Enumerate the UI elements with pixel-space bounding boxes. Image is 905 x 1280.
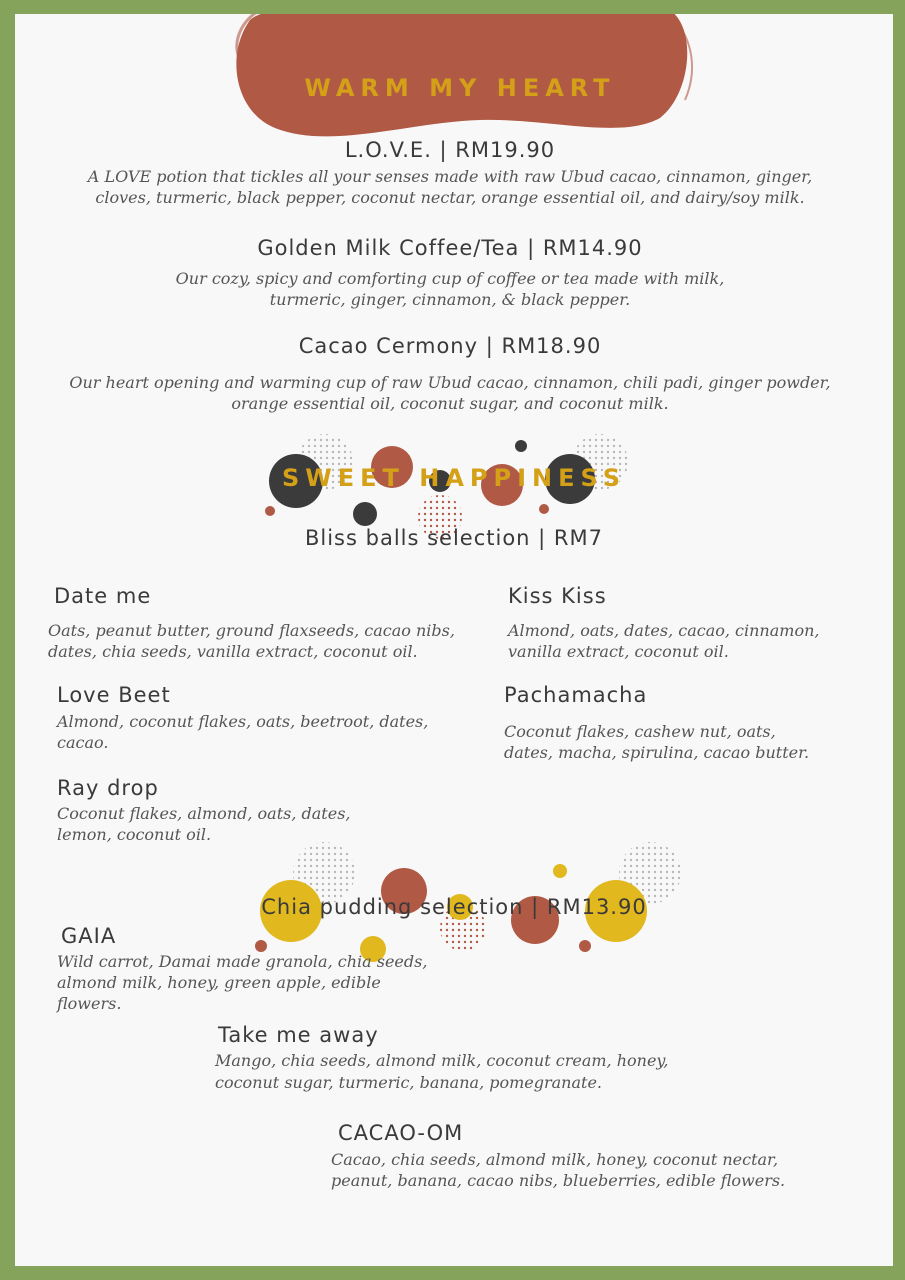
- chia-pudding-subtitle: Chia pudding selection | RM13.90: [261, 895, 647, 919]
- item-desc-gaia-line3: flowers.: [57, 994, 122, 1013]
- item-desc-kiss-kiss-line1: Almond, oats, dates, cacao, cinnamon,: [508, 621, 820, 640]
- item-desc-take-me-away-line2: coconut sugar, turmeric, banana, pomegranate.: [215, 1073, 603, 1092]
- item-desc-love-beet-line2: cacao.: [57, 733, 109, 752]
- sweet-section-heading: SWEET HAPPINESS: [281, 464, 626, 492]
- item-desc-cacao-ceremony-line2: orange essential oil, coconut sugar, and coconut milk.: [231, 394, 669, 413]
- item-desc-cacao-ceremony-line1: Our heart opening and warming cup of raw Ubud cacao, cinnamon, chili padi, ginger powder,: [69, 373, 831, 392]
- item-desc-gaia-line1: Wild carrot, Damai made granola, chia seeds,: [57, 952, 428, 971]
- item-title-kiss-kiss: Kiss Kiss: [508, 584, 607, 608]
- item-desc-gaia-line2: almond milk, honey, green apple, edible: [57, 973, 381, 992]
- item-title-cacao-om: CACAO-OM: [338, 1121, 464, 1145]
- item-desc-kiss-kiss-line2: vanilla extract, coconut oil.: [508, 642, 729, 661]
- item-desc-love-line2: cloves, turmeric, black pepper, coconut nectar, orange essential oil, and dairy/soy milk.: [95, 188, 805, 207]
- item-desc-golden-milk-line2: turmeric, ginger, cinnamon, & black pepper.: [269, 290, 631, 309]
- item-title-take-me-away: Take me away: [218, 1023, 379, 1047]
- item-desc-golden-milk-line1: Our cozy, spicy and comforting cup of coffee or tea made with milk,: [175, 269, 725, 288]
- menu-page: [15, 14, 893, 1266]
- item-desc-love-beet-line1: Almond, coconut flakes, oats, beetroot, dates,: [57, 712, 429, 731]
- item-desc-date-me-line2: dates, chia seeds, vanilla extract, coconut oil.: [48, 642, 418, 661]
- item-desc-ray-drop-line1: Coconut flakes, almond, oats, dates,: [57, 804, 351, 823]
- item-title-ray-drop: Ray drop: [57, 776, 159, 800]
- warm-section-heading: WARM MY HEART: [304, 74, 616, 102]
- item-desc-cacao-om-line2: peanut, banana, cacao nibs, blueberries, edible flowers.: [331, 1171, 786, 1190]
- item-title-golden-milk: Golden Milk Coffee/Tea | RM14.90: [257, 236, 643, 260]
- item-desc-date-me-line1: Oats, peanut butter, ground flaxseeds, cacao nibs,: [48, 621, 455, 640]
- item-title-gaia: GAIA: [61, 924, 117, 948]
- item-desc-cacao-om-line1: Cacao, chia seeds, almond milk, honey, coconut nectar,: [331, 1150, 779, 1169]
- item-title-pachamacha: Pachamacha: [504, 683, 648, 707]
- item-desc-pachamacha-line1: Coconut flakes, cashew nut, oats,: [504, 722, 776, 741]
- bliss-balls-subtitle: Bliss balls selection | RM7: [304, 526, 603, 550]
- item-title-date-me: Date me: [54, 584, 152, 608]
- item-desc-take-me-away-line1: Mango, chia seeds, almond milk, coconut cream, honey,: [215, 1051, 669, 1070]
- item-title-love-beet: Love Beet: [57, 683, 171, 707]
- item-title-love: L.O.V.E. | RM19.90: [344, 138, 556, 162]
- item-desc-pachamacha-line2: dates, macha, spirulina, cacao butter.: [504, 743, 810, 762]
- item-desc-ray-drop-line2: lemon, coconut oil.: [57, 825, 212, 844]
- item-desc-love-line1: A LOVE potion that tickles all your senses made with raw Ubud cacao, cinnamon, ginger,: [87, 167, 813, 186]
- item-title-cacao-ceremony: Cacao Cermony | RM18.90: [298, 334, 602, 358]
